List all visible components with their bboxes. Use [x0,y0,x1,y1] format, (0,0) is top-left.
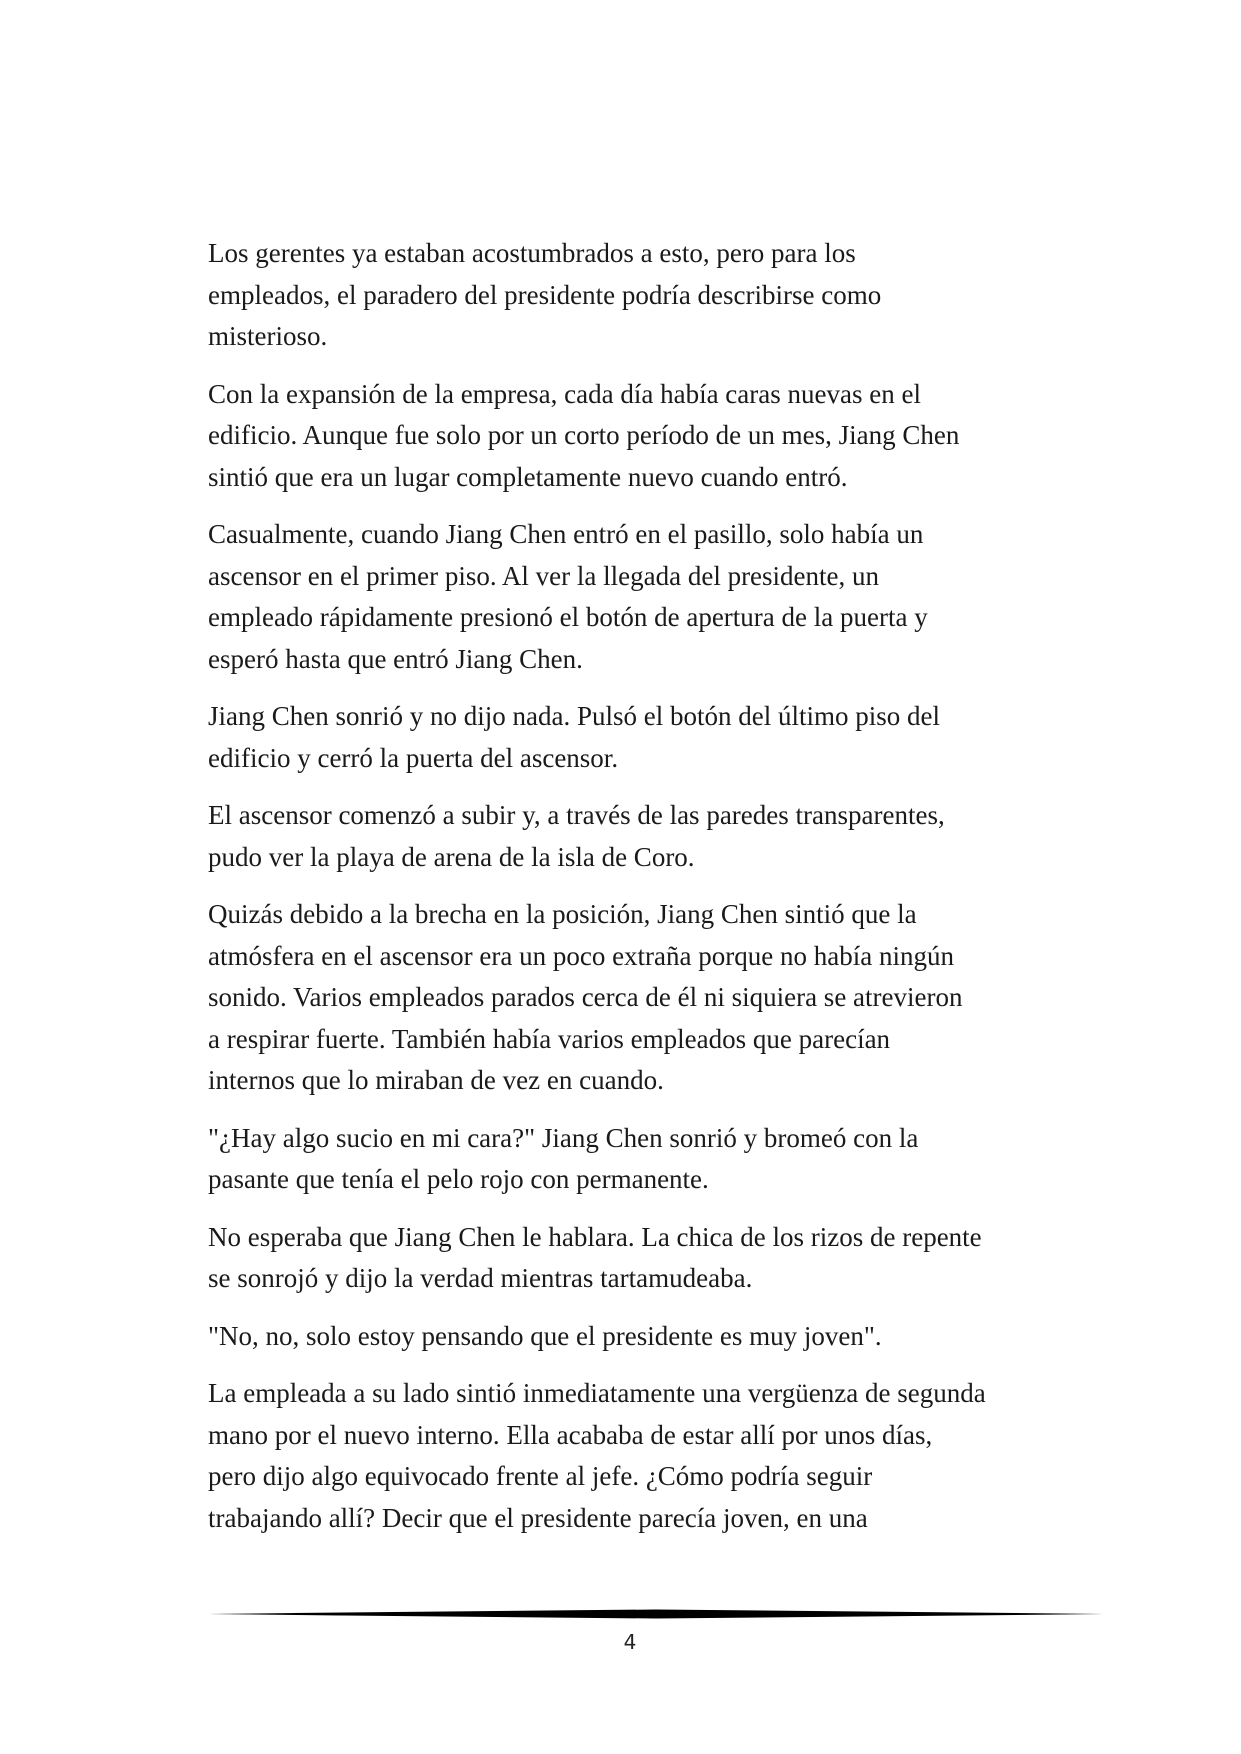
paragraph-4: Jiang Chen sonrió y no dijo nada. Pulsó el botón del último piso del edificio y cerró la puerta del ascensor. [208,701,940,773]
paragraph-10: La empleada a su lado sintió inmediatamente una vergüenza de segunda mano por el nuevo interno. Ella acababa de estar allí por unos días, pero dijo algo equivocado frente al jefe. ¿Cómo podría seguir trabajando allí? Decir que el presidente parecía joven, en una [208,1378,986,1533]
paragraph-7: "¿Hay algo sucio en mi cara?" Jiang Chen sonrió y bromeó con la pasante que tenía el pelo rojo con permanente. [208,1122,919,1194]
paragraph-6: Quizás debido a la brecha en la posición, Jiang Chen sintió que la atmósfera en el ascensor era un poco extraña porque no había ningún sonido. Varios empleados parados cerca de él ni siquiera se atrevieron a respirar fuerte. También había varios empleados que parecían internos que lo miraban de vez en cuando. [208,899,963,1095]
paragraph-3: Casualmente, cuando Jiang Chen entró en el pasillo, solo había un ascensor en el primer piso. Al ver la llegada del presidente, un empleado rápidamente presionó el botón de apertura de la puerta y esperó hasta que entró Jiang Chen. [208,519,928,674]
footer-divider [208,1608,1104,1620]
paragraph-1: Los gerentes ya estaban acostumbrados a esto, pero para los empleados, el paradero del presidente podría describirse como misterioso. [208,238,882,351]
page-number: 4 [623,1630,637,1654]
paragraph-5: El ascensor comenzó a subir y, a través de las paredes transparentes, pudo ver la playa de arena de la isla de Coro. [208,800,945,872]
body-text [208,233,1088,1555]
paragraph-8: No esperaba que Jiang Chen le hablara. La chica de los rizos de repente se sonrojó y dijo la verdad mientras tartamudeaba. [208,1221,982,1293]
paragraph-9: "No, no, solo estoy pensando que el presidente es muy joven". [208,1320,882,1351]
paragraph-2: Con la expansión de la empresa, cada día había caras nuevas en el edificio. Aunque fue solo por un corto período de un mes, Jiang Chen sintió que era un lugar completamente nuevo cuando entró. [208,378,960,492]
